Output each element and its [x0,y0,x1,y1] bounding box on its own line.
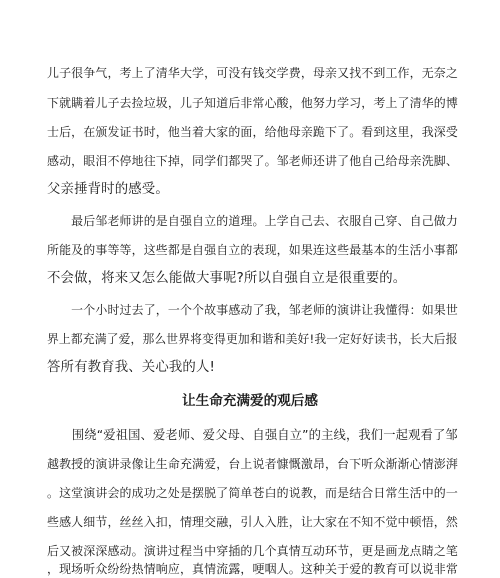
paragraph-3-line-1: 一个小时过去了，一个个故事感动了我，邹老师的演讲让我懂得：如果世 [47,303,458,317]
paragraph-2-line-1: 最后邹老师讲的是自强自立的道理。上学自己去、衣服自己穿、自己做力 [47,214,458,228]
paragraph-1-line-2: 下就瞒着儿子去捡垃圾，儿子知道后非常心酸，他努力学习，考上了清华的博 [47,96,458,110]
paragraph-1-line-1: 儿子很争气，考上了清华大学，可没有钱交学费，母亲又找不到工作，无奈之 [47,66,458,80]
paragraph-4-line-6: ，现场听众纷纷热情响应，真情流露，哽咽人。这种关于爱的教育可以说非常 [47,562,458,576]
paragraph-3-line-3: 答所有教育我、关心我的人! [47,360,216,375]
paragraph-4-line-3: 。这堂演讲会的成功之处是摆脱了简单苍白的说教，而是结合日常生活中的一 [47,486,458,500]
paragraph-1-line-5: 父亲捶背时的感受。 [47,182,169,197]
paragraph-4-line-4: 些感人细节，丝丝入扣，情理交融，引人入胜，让大家在不知不觉中顿悟，然 [47,515,458,529]
paragraph-3-line-2: 界上都充满了爱，那么世界将变得更加和谐和美好!我一定好好读书，长大后报 [47,332,458,346]
paragraph-1-line-4: 感动，眼泪不停地往下掉，同学们都哭了。邹老师还讲了他自己给母亲洗脚、 [47,154,458,168]
paragraph-4-line-2: 越教授的演讲录像让生命充满爱，台上说者慷慨激昂，台下听众渐渐心情澎湃 [47,457,458,471]
paragraph-1-line-3: 士后，在颁发证书时，他当着大家的面，给他母亲跪下了。看到这里，我深受 [47,125,458,139]
section-heading: 让生命充满爱的观后感 [182,393,318,409]
paragraph-4-line-1: 围绕“爱祖国、爱老师、爱父母、自强自立”的主线，我们一起观看了邹 [47,428,458,442]
paragraph-2-line-3: 不会做，将来又怎么能做大事呢?所以自强自立是很重要的。 [47,271,407,286]
paragraph-2-line-2: 所能及的事等等，这些都是自强自立的表现，如果连这些最基本的生活小事都 [47,243,458,257]
paragraph-4-line-5: 后又被深深感动。演讲过程当中穿插的几个真情互动环节，更是画龙点睛之笔 [47,544,458,558]
